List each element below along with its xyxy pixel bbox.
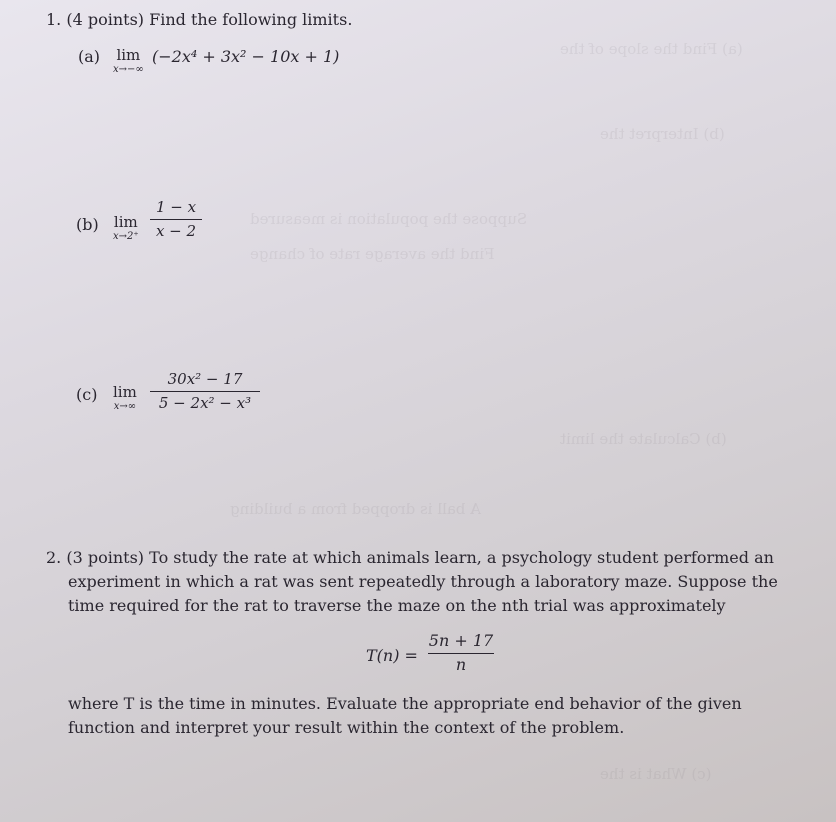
problem-2-line-2: experiment in which a rat was sent repeatedly through a laboratory maze. Suppose the [68,572,778,591]
part-b-label: (b) [76,215,99,234]
part-b-fraction [150,198,202,240]
problem-1-points: (4 points) [66,10,145,29]
part-c-fraction [150,370,260,412]
bleed-through-text: (c) What is the [600,765,712,783]
problem-2-text: To study the rate at which animals learn, a psychology student performed an [149,548,774,567]
problem-1-instruction: Find the following limits. [149,10,353,29]
bleed-through-text: (b) Calculate the limit [560,430,727,448]
bleed-through-text: Suppose the population is measured [250,210,528,228]
part-a-expression: (−2x⁴ + 3x² − 10x + 1) [152,47,340,66]
lim-subscript: x→∞ [113,401,137,412]
bleed-through-text: (a) Find the slope of the [560,40,743,58]
fraction-denominator: n [455,655,467,674]
fraction-denominator: 5 − 2x² − x³ [158,394,252,412]
fraction-numerator: 5n + 17 [428,631,494,650]
fraction-denominator: x − 2 [155,222,197,240]
formula-fraction [428,632,494,674]
fraction-numerator: 30x² − 17 [167,370,243,388]
part-c-label: (c) [76,385,98,404]
part-c-limit [113,384,137,412]
lim-operator: lim [113,383,137,401]
bleed-through-text: A ball is dropped from a building [230,500,482,518]
problem-1-heading [46,10,352,30]
bleed-through-text: (b) Interpret the [600,125,725,143]
fraction-numerator: 1 − x [155,198,197,216]
problem-2-line-4: where T is the time in minutes. Evaluate the appropriate end behavior of the given [68,694,742,713]
problem-1-number: 1. [46,10,62,29]
fraction-bar [150,391,260,392]
part-a-label: (a) [78,47,101,66]
fraction-bar [428,653,494,654]
lim-operator: lim [113,213,138,231]
part-b-limit [113,214,139,242]
problem-2-line-5: function and interpret your result within the context of the problem. [68,718,625,737]
problem-2-points: (3 points) [66,548,145,567]
lim-subscript: x→2⁺ [113,231,139,242]
problem-2-line-3: time required for the rat to traverse the maze on the nth trial was approximately [68,596,726,615]
formula-lhs: T(n) = [366,646,418,665]
fraction-bar [150,219,202,220]
lim-operator: lim [116,46,141,64]
lim-subscript: x→−∞ [113,64,144,75]
problem-2-line-1 [46,546,774,570]
part-a-limit [113,47,144,75]
problem-2-number: 2. [46,548,62,567]
bleed-through-text: Find the average rate of change [250,245,495,263]
